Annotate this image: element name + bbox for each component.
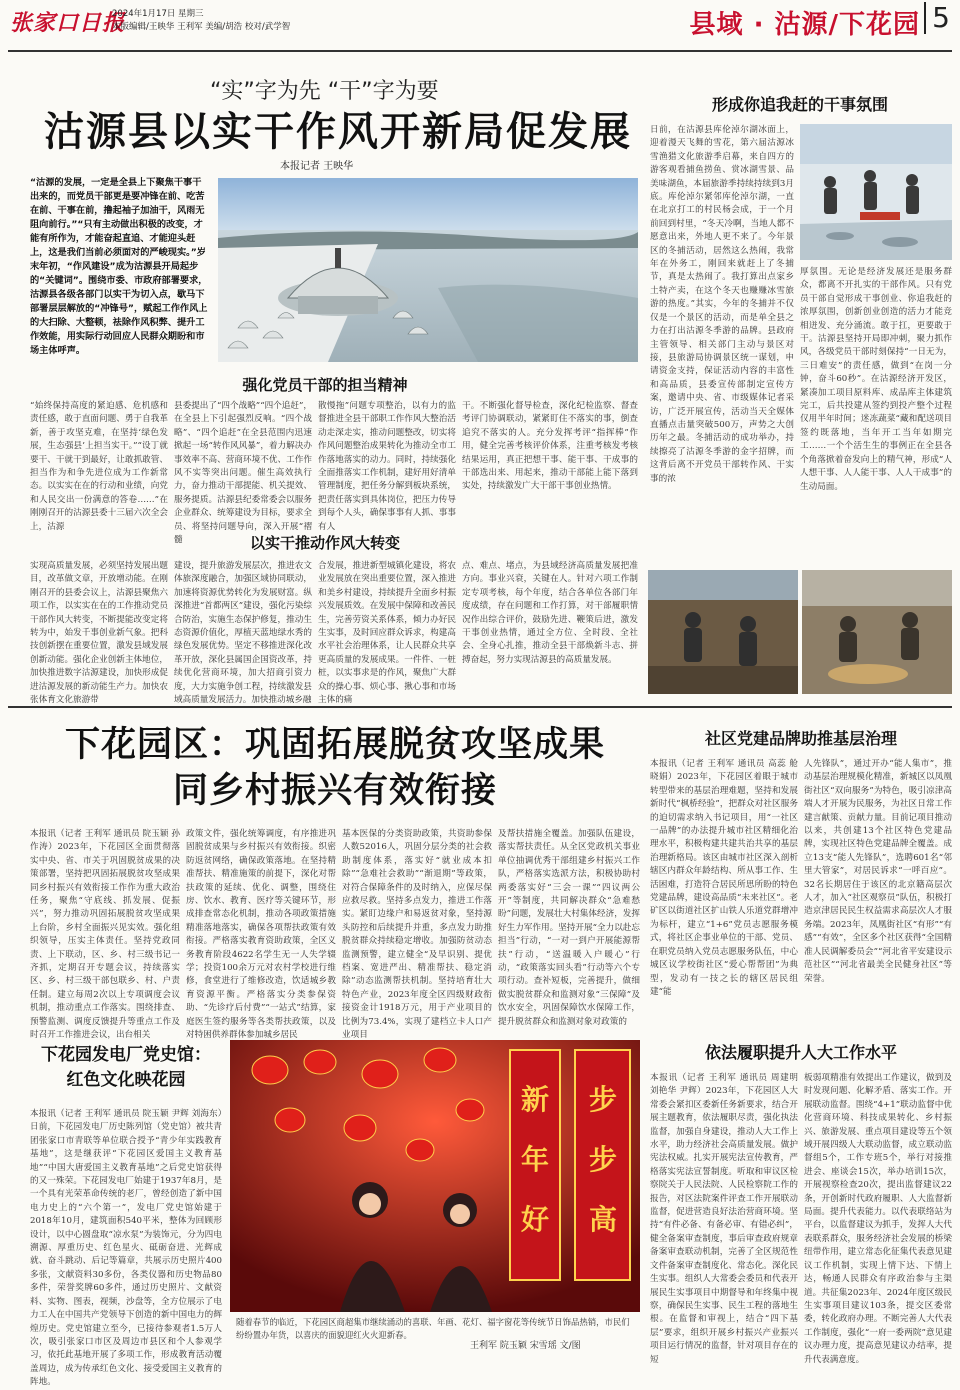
section-divider <box>8 706 952 708</box>
second-title-line2: 同乡村振兴有效衔接 <box>172 771 497 811</box>
section1-col2: 县委提出了“四个战略”“四个追赶”，在全县上下引起强烈反响。“四个战略”、“四个追赶”在全县范围内迅速掀起一场“转作风风暴”，着力解决办事效率不高、营商环境不优、工作作风不实等突出问题。催生高效执行力，奋力推动干部提能、机关提效、服务提质。沽源县纪委常委会以服务企业群众、统筹建设为目标，要求全员、将坚持问题导向，深入开展“褶髓 <box>174 401 312 546</box>
section2-col3: 合发展，推进新型城镇化建设，将农业发展放在突出重要位置，深入推进和美乡村建设，持续提升全面乡村振兴发展质效。在发展中保障和改善民生，完善劳资关系体系，倾力办好民生实事，及时回应群众诉求，构建高水平社会治理体系，让人民群众共享更高质量的发展成果。一件件、一桩桩，以实事求是的作风，聚焦广大群众的操心事、烦心事、揪心事和市场主体的痛 <box>318 561 456 706</box>
section-title: 县域 · 沽源/下花园 <box>689 10 920 40</box>
npc-col2: 板弱项精准有效提出工作建议，做到及时发现问题、化解矛盾、落实工作。开展联动监督。围绕“4+1”联动监督中优化营商环境、科技成果转化、乡村振兴、旅游发展、重点项目建设等五个领域开展四级人大联动监督，成立联动监督组5个，工作专班5个，举行对接推进会、座谈会15次，举办培训15次，开展视察检查20次，提出监督建议22条，开创新时代政府履职、人大监督新局面。提升代表能力。以代表联络站为平台，以监督建议为抓手，发挥人大代表联系群众，服务经济社会发展的桥梁纽带作用，建立常态化征集代表意见建议工作机制，实现上情下达、下情上达，畅通人民群众有序政治参与主渠道。共征集2023年、2024年度区级民生实事项目建议103条，提交区委常委，转化政府办理。不断完善人大代表工作制度，强化“一府一委两院”意见建议办理力度，提高意见建议办结率，提升代表满意度。 <box>804 1073 952 1365</box>
festive-photo-credit: 王利军 院玉颖 宋雪瑶 文/图 <box>470 1341 581 1351</box>
festive-photo <box>230 1040 640 1312</box>
second-col3: 基本医保的分类资助政策，共资助参保人数52016人，巩固分层分类的社会救助制度体系，落实好“就业成本扣除”“急难社会救助”“渐退期”等政策，对符合保障条件的及时纳入，应保尽保应救尽救。坚持多点发力，推进工作落实。紧盯边缘户和易返贫对象，坚持源头防控和后续提升并重，多点发力助推脱贫群众持续稳定增收。加强防贫动态监测预警，建立健全“及早识别、提优档案、宽进严出、精准帮扶、稳定消除”动态监测帮扶机制。坚持培育壮大特色产业，2023年度全区四级财政衔接资金计1918万元，用于产业项目的比例为73.4%，实现了建档立卡人口产业项目 <box>342 829 492 1041</box>
second-col4: 及帮扶措施全覆盖。加强队伍建设，落实帮扶责任。从全区党政机关事业单位抽调优秀干部组建乡村振兴工作队，严格落实选派方法，积极协助村两委落实好“三会一课”“四议两公开”等制度，共同解决群众“急难愁盼”问题，发展壮大村集体经济，发挥好生力军作用。坚持开展“全力以赴忘担当”行动，“一对一到户开展能源帮扶”行动，“送温暖入户暖心”行动，“政策落实回头看”行动等六个专项行动。查补短板，完善提升，做细做实脱贫群众和监测对象“三保障”及饮水安全，巩固保障饮水保障工作，提升脱贫群众和监测对象对政策的 <box>498 829 640 1027</box>
date-line: 2024年1月17日 星期三 <box>112 9 204 19</box>
party-history-title <box>26 1040 226 1090</box>
party-history-text: 本报讯（记者 王利军 通讯员 院玉颖 尹辉 刘海东）日前，下花园发电厂历史陈列馆（党史馆）被共青团张家口市青联等单位联合授予“青少年实践教育基地”，这是继获评“下花园区爱国主义教育基地”“中国大唐爱国主义教育基地”之后党史馆获得的又一殊荣。下花园发电厂始建于1937年8月，是一个具有光荣革命传统的老厂，曾经创造了新中国电力史上的“六个第一”，发电厂党史馆始建于2018年10月，建筑面积540平米，整体为回顾形设计，以中心圆盘取“凉水泵”为装饰元，分为四电溯源、厚重历史、红色星火、砥砺奋进、光辉成就、奋斗跳动、后记等篇章，共展示历史照片400多张，文献资料30多份，各类仪器和历史物品80多件，荣誉奖牌60多件，通过历史照片、文献资料、实物、图表，视频，沙盘等，全方位展示了电力工人在中国共产党领导下创造的新中国电力的辉煌历史。党史馆建立至今，已接待参观者1.5万人次，吸引张家口市区及周边市县区和个人参观学习，依托此基地开展了多项工作，形成教育活动覆盖周边，成为传承红色文化、接受爱国主义教育的阵地。 <box>30 1109 222 1388</box>
section2-col2: 建设，提升旅游发展层次，推进农文体旅深度融合，加强区域协同联动，加速将资源优势转化为发展财富。纵深推进“首都两区”建设，强化污染综合防治，实施生态保护修复，推动生态资源价值化，厚植天蓝地绿水秀的绿色发展优势。坚定不移推进深化改革开放，深化县属国企国资改革，持续优化营商环境，加大招商引资力度，大力实施争创工程，持续激发县域高质量发展活力。加快推动城乡融 <box>174 561 312 706</box>
community-head: 社区党建品牌助推基层治理 <box>704 729 897 748</box>
masthead-meta <box>112 8 290 34</box>
field-photos <box>648 570 952 694</box>
masthead-rule <box>8 50 952 52</box>
yurt-resort-photo <box>218 178 638 362</box>
new-year-market-photo <box>230 1040 640 1312</box>
section2-col1: 实现高质量发展，必须坚持发展出题目，改革做文章，开放增动能。在刚刚召开的县委会议上，沽源县聚焦六项工作，以实实在在的工作推动党员干部作风大转变，不断提能改变定将转为中，始发千事创业新气象。把科技创新摆在重要位置，激发县域发展创新动能。强化企业创新主体地位，加快推进数字沽源建设，加快形成促进沽源发展的新动能生产力。加快农张体育文化旅游带 <box>30 561 168 706</box>
banner-text-2: 步步高 <box>588 1083 617 1236</box>
fishing-photo <box>800 124 952 260</box>
photo-story-text-2: 厚氛围。无论是经济发展还是服务群众，都离不开扎实的干部作风。只有党员干部自觉形成干事创业、你追我赶的浓厚氛围，创新创业创造的活力才能竞相迸发、充分涌流。敢于扛，更要敢于干。沽源县坚持开局即冲刺，聚力抓作风，各级党员干部时刻保持“一日无为，三日难安”的责任感，做到“在岗一分钟，奋斗60秒”。在沽源经济开发区，紧凑加工项目原料库、成品库主体建筑完工，后共投建从签约到投产整个过程仅用半年时间；迷冻蔬菜“藏和配送项目签约既落地，当年开工当年如期完工……一个个活生生的事例正在全县各个角落掀着奋发向上的精气神，形成“人人想干事、人人能干事、人人干成事”的生动局面。 <box>800 267 952 492</box>
lead-title: 沽源县以实干作风开新局促发展 <box>44 109 632 155</box>
lead-intro: “沽源的发展，一定是全县上下聚焦干事干出来的，而党员干部更是要冲锋在前、吃苦在前、干事在前，撸起袖子加油干，风雨无阻向前行。”“只有主动做出积极的改变，才能有所作为，才能奋起直追、才能迎头赶上，这是我们当前必须面对的严峻现实。”岁末年初，“作风建设”成为沽源县开局起步的“关键词”。围绕市委、市政府部署要求，沽源县各级各部门以实干为切入点，歇马下部署层层解放的“冲锋号”，赋起工作作风上的大扫除、大整顿，祛除作风积弊、提升工作效能，用实际行动回应人民群众期盼和市场主体呼声。 <box>30 177 208 356</box>
npc-head: 依法履职提升人大工作水平 <box>704 1043 897 1062</box>
second-col1: 本报讯（记者 王利军 通讯员 院玉颖 孙作涛）2023年，下花园区全面贯彻落实中央、省、市关于巩固脱贫成果的决策部署，坚持把巩固拓展脱贫攻坚成果同乡村振兴有效衔接工作作为重大政治任务，聚焦“守底线、抓发展、促振兴”，努力推动巩固拓展脱贫攻坚成果上台阶，乡村全面振兴见实效。强化组织领导，压实主体责任。坚持党政同责、上下联动，区、乡、村三级书记一齐抓，定期召开专题会议，持续落实区、乡、村三级干部包联乡、村、户责任制。建立每周2次以上专项调度会议机制，推动重点工作落实。围绕排查、预警监测、调度反馈提升等重点工作及时召开工作推进会议，出台相关 <box>30 829 180 1041</box>
festive-photo-caption: 随着春节的临近，下花园区商超集市继续涌动的喜联、年画、花灯、福字窗花等传统节日饰品热销，市民们纷纷置办年货，以喜庆的面貌迎红火火迎新春。 <box>236 1317 630 1340</box>
masthead-logo: 张家口日报 <box>10 10 126 36</box>
second-title-line1: 下花园区：巩固拓展脱贫攻坚成果 <box>64 725 605 765</box>
community-col2: 人先锋队”，通过开办“能人集市”，推动基层治理规模化精准，新城区以凤凰街社区“双向服务”为特色，吸引凉津高端人才开展为民服务，为社区日常工作建言献策、贡献力量。目前记项目推动以来，共创建13个社区特色党建品牌，实现社区特色党建品牌全覆盖。成立13支“能人先锋队”，选聘601名“邻里大管家”，对居民诉求“一呼百应”。32名长期居住于该区的北京籍高层次人才，加入“社区观察员”队伍，积极打造京津居民民生权益需求高层次人才服务端。2023年，凤凰街社区“有形”“有感”“有效”，全区多个社区获得“全国精准人民调解委员会”“河北省平安建设示范社区”“河北省最美全民健身社区”等荣誉。 <box>804 759 952 984</box>
page-number: 5 <box>924 2 950 34</box>
npc-col1: 本报讯（记者 王利军 通讯员 周建明 刘艳华 尹辉）2023年，下花园区人大常委会紧扣区委新任务新要求，结合开展主题教育，依法履职尽责，强化执法监督，加强自身建设，推动人大工作上水平，助力经济社会高质量发展。做护宪法权威。扎实开展宪法宣传教育，严格落实宪法宣誓制度。听取和审议区检察院关于人民法院、人民检察院工作的报告，对区法院案件评查工作开展联动监督，促进营造良好法治营商环境。坚持“有件必备、有备必审、有错必纠”，健全备案审查制度，事后审查政府规章备案审查联动机制，完善了全区规范性文件备案审查制度化、常态化。深化民生实事。组织人大常委会委员和代表开展民生实事项目中期督导和年终集中视察，确保民生实事、民生工程的落地生根。在监督和审视上，结合“四下基层”要求，组织开展乡村振兴产业振兴项目运行情况的监督，针对项目存在的短 <box>650 1073 798 1365</box>
second-col2: 政策文件，强化统筹调度，有序推进巩固脱贫成果与乡村振兴有效衔接。织密防返贫网络，确保政策落地。在坚持精准帮扶、精准施策的前提下，深化对帮扶政策的延续、优化、调整，围绕住房、饮水、教育、医疗等关键环节，形成排查常态化机制，推动各项政策措施精准落地落实，确保各项帮扶政策有效衔接。严格落实教育资助政策，全区义务教育阶段4622名学生无一人失学辍学；投资100余万元对农村学校进行维修，食堂进行了维修改造，饮适城乡教育资源平衡。严格落实分类参保资助、“先诊疗后付费”“一站式”结算，家庭医生签约服务等各类帮扶政策，以及对特困供养群体参加城乡居民 <box>186 829 336 1041</box>
winter-fishing-photo <box>800 124 952 260</box>
lead-kicker: “实”字为先 “干”字为要 <box>210 79 439 104</box>
community-col1: 本报讯（记者 王利军 通讯员 高蕊 舱晓娟）2023年，下花园区着眼于城市转型带来的基层治理难题，坚持和发展新时代“枫桥经验”，把群众对社区服务的迫切需求纳入书记项目，用“一社区一品牌”的办法提升城市社区精细化治理水平，积极构建共建共治共享的基层治理新格局。该区由城市社区深入剖析辖区内群众年龄结构、所从事工作、生活困难，打造符合居民所思所盼的特色党建品牌，建设高品质“未来社区”。老矿区以街道社区扩山铁人乐道党群增冲为标杆，建立“1+6”党员志愿服务模式，将社区企事业单位的干部、党员、在职党员纳入党员志愿服务队伍，中心城区议学校街社区“爱心帮帮团”为典型，发动有一技之长的辖区居民组建“能 <box>650 759 798 997</box>
lead-byline: 本报记者 王映华 <box>280 161 354 172</box>
section2-head: 以实干推动作风大转变 <box>249 534 400 552</box>
lead-photo <box>218 178 638 362</box>
second-story-title <box>30 722 640 814</box>
potato-cellar-photo <box>648 570 952 694</box>
section1-col4: 干。不断强化督导检查，深化纪检监察、督查考评门协调联动，紧紧盯住不落实的事，倒查追究不落实的人。充分发挥考评“指挥棒”作用，健全完善考核评价体系，注重考核发考核结果运用，真正把想干事、能干事、干成事的干部选出来、用起来，推动干部能上能下落到实处，持续激发广大干部干事创业热情。 <box>462 401 638 492</box>
party-title-line2: 红色文化映花园 <box>66 1070 186 1090</box>
photo-story-head: 形成你追我赶的干事氛围 <box>711 95 888 114</box>
section1-col3: 散慢拖”问题专项整治，以有力的监督推进全县干部职工作作风大整治活动走深走实，推动问题整改，切实将作风问题整治成果转化为推动全市工作落地落实的动力。同时，持续强化全面推落实工作机制，建好用好清单管理制度，把任务分解到板块系统，把责任落实到具体岗位，把压力传导到每个人头，确保事事有人抓、事事有人 <box>318 401 456 532</box>
banner-text-1: 新年好 <box>520 1083 549 1236</box>
section2-col4: 点、难点、堵点，为县域经济高质量发展把准方向。事业兴衰，关键在人。针对六项工作制定专项考核，每个年度，结合各单位各部门年度成绩，存在问题和工作打算，对干部履职情况作出综合评价，鼓励先进、鞭策后进，激发干事创业热情，通过全方位、全时段、全社会、全身心扎推，推动全县干部焕新斗志、拼搏奋起，努力实现沽源县的高质量发展。 <box>462 561 638 665</box>
section1-col1: “始终保持高度的紧迫感、危机感和责任感，敢于直面问题、勇于自我革新，善于攻坚克难，在坚持‘绿色发展，生态强县’上担当实干。”“设丁就要干、干就干到最好，让敢抓敢管、担当作为和争先进位成为工作新常态。以实实在在的行动和业绩，向党和人民交出一份满意的答卷……”在刚刚召开的沽源县委十三届六次全会上，沽源 <box>30 401 168 532</box>
section1-head: 强化党员干部的担当精神 <box>242 376 408 394</box>
photo-story-text: 日前，在沽源县库伦淖尔湖冰面上，迎着漫天飞舞的雪花，第六届沽源冰雪渔猎文化旅游季启幕，来自四方的游客观看捕鱼捞鱼、赏冰湖雪景、品美味湖鱼，本届旅游季持续持续到3月底。库伦淖尔紧邻库伦淖尔湖，一直在北京打工的村民杨会成，于一个月前回到村里，“冬天冷啊，当地人都不愿意出来，外地人更不来了。今年景区的冬捕活动，居然这么热闹，我常年在外务工，刚回来就赶上了冬捕节，真是太热闹了。我打算出点家乡土特产卖，在这个冬天也赚赚冰雪旅游的热度。”其实，今年的冬捕并不仅仅是一个景区的活动，而是单全县之力在打出沽源冬季游的品牌。县政府主管领导、相关部门主动与景区对接，县旅游局协调景区统一谋划，申请资金支持，保证活动内容的丰富性和高品质，县委宣传部制定宣传方案，邀请中央、省、市级媒体记者采访，广泛开展宣传，活动当天全媒体直播点击量突破500万，声势之大创历年之最。冬捕活动的成功举办，持续擦亮了沽源冬季游的金字招牌，而这背后离不开党员干部转作风、干实事的浓 <box>650 125 794 484</box>
editors-line: 本版编辑/王映华 王利军 美编/胡浩 校对/武学智 <box>112 22 291 32</box>
party-title-line1: 下花园发电厂党史馆： <box>41 1045 211 1065</box>
